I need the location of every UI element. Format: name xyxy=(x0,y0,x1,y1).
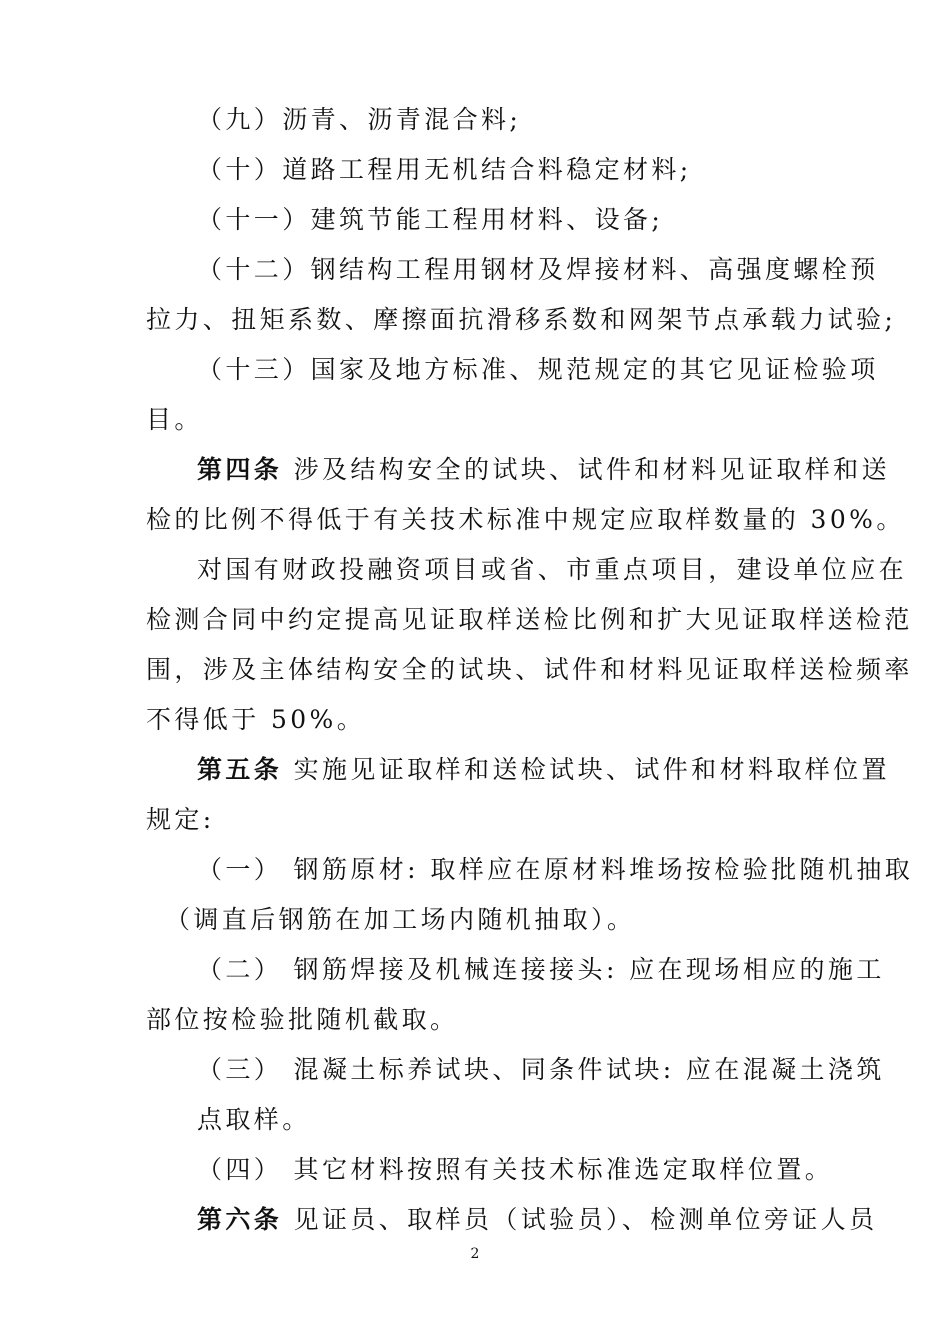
article-heading: 第四条 xyxy=(197,455,283,484)
text-line: （十二）钢结构工程用钢材及焊接材料、高强度螺栓预 xyxy=(197,255,879,284)
text-line: （九）沥青、沥青混合料; xyxy=(197,105,522,134)
text-line: （一） 钢筋原材: 取样应在原材料堆场按检验批随机抽取 xyxy=(197,855,914,884)
text-line: 见证员、取样员（试验员）、检测单位旁证人员 xyxy=(293,1205,878,1234)
text-line: （二） 钢筋焊接及机械连接接头: 应在现场相应的施工 xyxy=(197,955,885,984)
text-line: （十一）建筑节能工程用材料、设备; xyxy=(197,205,664,234)
text-line: 检测合同中约定提高见证取样送检比例和扩大见证取样送检范 xyxy=(146,605,913,634)
text-line: 检的比例不得低于有关技术标准中规定应取样数量的 30%。 xyxy=(146,505,905,534)
text-line: 点取样。 xyxy=(197,1105,311,1134)
text-line: 对国有财政投融资项目或省、市重点项目，建设单位应在 xyxy=(197,555,908,584)
article-paragraph xyxy=(197,1204,877,1236)
text-line: 不得低于 50%。 xyxy=(146,705,366,734)
text-line: 涉及结构安全的试块、试件和材料见证取样和送 xyxy=(293,455,890,484)
text-line: （调直后钢筋在加工场内随机抽取）。 xyxy=(165,905,636,934)
text-line: （四） 其它材料按照有关技术标准选定取样位置。 xyxy=(197,1155,834,1184)
text-line: （三） 混凝土标养试块、同条件试块: 应在混凝土浇筑 xyxy=(197,1055,885,1084)
page-number: 2 xyxy=(470,1246,480,1262)
text-line: 拉力、扭矩系数、摩擦面抗滑移系数和网架节点承载力试验; xyxy=(146,305,897,334)
text-line: 规定: xyxy=(146,805,215,834)
text-line: 实施见证取样和送检试块、试件和材料取样位置 xyxy=(293,755,890,784)
article-paragraph xyxy=(197,454,890,486)
text-line: （十三）国家及地方标准、规范规定的其它见证检验项 xyxy=(197,355,879,384)
text-line: 围，涉及主体结构安全的试块、试件和材料见证取样送检频率 xyxy=(146,655,913,684)
text-line: （十）道路工程用无机结合料稳定材料; xyxy=(197,155,692,184)
article-heading: 第五条 xyxy=(197,755,283,784)
article-heading: 第六条 xyxy=(197,1205,283,1234)
article-paragraph xyxy=(197,754,890,786)
text-line: 部位按检验批随机截取。 xyxy=(146,1005,459,1034)
text-line: 目。 xyxy=(146,405,203,434)
